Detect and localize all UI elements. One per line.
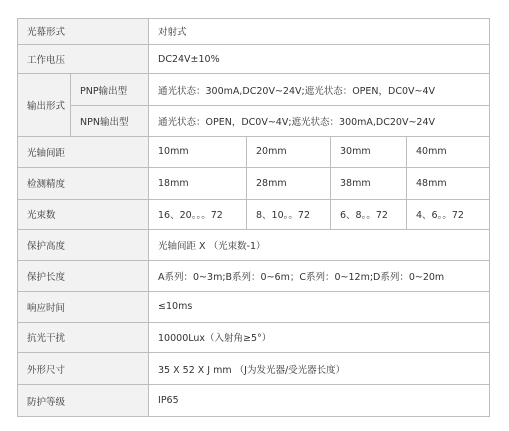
table-cell: 8、10。。72: [247, 199, 331, 230]
table-cell: 48mm: [407, 167, 490, 199]
row-value: 35 X 52 X J mm （J为发光器/受光器长度）: [149, 353, 490, 385]
table-cell: 16、20。。。72: [149, 199, 247, 230]
row-label: 外形尺寸: [18, 353, 149, 385]
row-value: IP65: [149, 385, 490, 417]
table-row-light-curtain-type: [18, 19, 490, 45]
table-cell: 10mm: [149, 136, 247, 167]
table-cell: 30mm: [331, 136, 407, 167]
table-row-working-voltage: [18, 44, 490, 74]
table-row-dimensions: [18, 353, 490, 385]
table-row-protection-rating: [18, 385, 490, 417]
row-value: 对射式: [149, 19, 490, 45]
row-value: 通光状态：300mA,DC20V~24V;遮光状态：OPEN，DC0V~4V: [149, 74, 490, 106]
table-cell: 4、6。。72: [407, 199, 490, 230]
row-value: ≤10ms: [149, 291, 490, 322]
table-cell: 40mm: [407, 136, 490, 167]
sub-label: NPN输出型: [71, 106, 149, 137]
table-row-axis-spacing: [18, 136, 490, 167]
table-cell: 6、8。。72: [331, 199, 407, 230]
table-cell: 18mm: [149, 167, 247, 199]
row-value: DC24V±10%: [149, 44, 490, 74]
table-row-detection-accuracy: [18, 167, 490, 199]
row-label: 抗光干扰: [18, 322, 149, 353]
table-cell: 28mm: [247, 167, 331, 199]
table-cell: 20mm: [247, 136, 331, 167]
row-value: A系列：0~3m;B系列：0~6m；C系列：0~12m;D系列：0~20m: [149, 261, 490, 292]
row-label: 光轴间距: [18, 136, 149, 167]
table-row-output-pnp: [18, 74, 490, 106]
sub-label: PNP输出型: [71, 74, 149, 106]
row-label: 保护长度: [18, 261, 149, 292]
row-label: 检测精度: [18, 167, 149, 199]
row-label: 防护等级: [18, 385, 149, 417]
row-value: 光轴间距 X （光束数-1）: [149, 230, 490, 261]
table-row-response-time: [18, 291, 490, 322]
row-label: 光幕形式: [18, 19, 149, 45]
row-value: 通光状态：OPEN，DC0V~4V;遮光状态：300mA,DC20V~24V: [149, 106, 490, 137]
table-row-output-npn: [18, 106, 490, 137]
table-row-anti-light-interference: [18, 322, 490, 353]
row-label: 响应时间: [18, 291, 149, 322]
row-value: 10000Lux（入射角≥5°）: [149, 322, 490, 353]
row-label: 输出形式: [18, 74, 71, 137]
table-cell: 38mm: [331, 167, 407, 199]
row-label: 光束数: [18, 199, 149, 230]
table-row-protection-height: [18, 230, 490, 261]
row-label: 保护高度: [18, 230, 149, 261]
table-row-beam-count: [18, 199, 490, 230]
table-row-protection-length: [18, 261, 490, 292]
spec-table: [17, 18, 490, 417]
row-label: 工作电压: [18, 44, 149, 74]
